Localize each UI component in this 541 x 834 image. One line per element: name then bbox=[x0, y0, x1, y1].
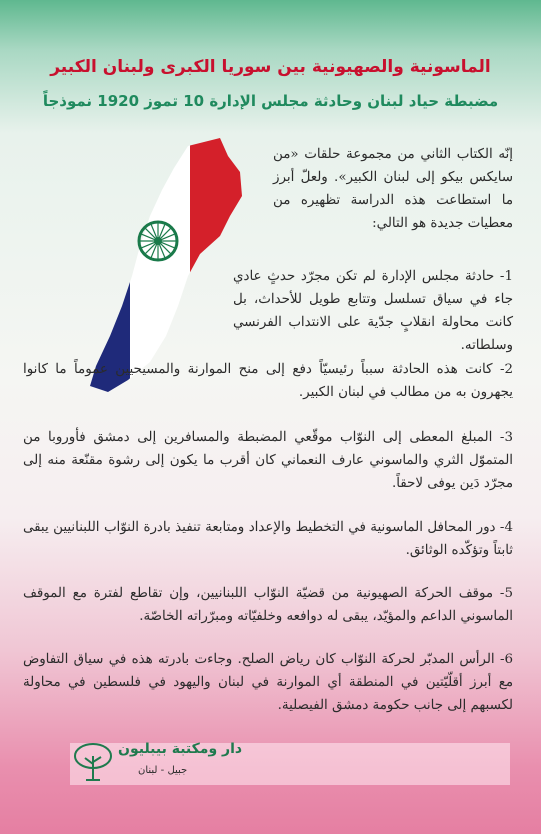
point-1: 1- حادثة مجلس الإدارة لم تكن مجرّد حدثٍ عادي جاء في سياق تسلسل وتتابع طويل للأحداث، بل كانت محاولة انقلابٍ جدّية على الانتداب الفرنسي وسلطاته. bbox=[233, 269, 513, 353]
chakra-emblem-icon bbox=[139, 222, 177, 260]
book-subtitle: مضبطة حياد لبنان وحادثة مجلس الإدارة 10 تموز 1920 نموذجاً bbox=[42, 92, 499, 110]
flag-blue-band bbox=[70, 136, 130, 396]
publisher-location: جبيل - لبنان bbox=[138, 765, 188, 776]
tree-logo-icon bbox=[68, 738, 118, 788]
book-title: الماسونية والصهيونية بين سوريا الكبرى ولبنان الكبير bbox=[50, 57, 491, 77]
flag-white-band bbox=[130, 136, 190, 396]
point-4: 4- دور المحافل الماسونية في التخطيط والإعداد ومتابعة تنفيذ بادرة النوّاب اللبنانيين يبقى ثابتاً وتؤكّده الوثائق. bbox=[23, 520, 513, 558]
point-5: 5- موقف الحركة الصهيونية من قضيّة النوّاب اللبنانيين، وإن تقاطع لفترة مع الموقف الماسوني الداعم والمؤيّد، يبقى له دوافعه وخلفيّاته ومبرّراته الخاصّة. bbox=[23, 586, 513, 624]
intro-paragraph: إنّه الكتاب الثاني من مجموعة حلقات «من سايكس بيكو إلى لبنان الكبير». ولعلّ أبرز ما استطاعت هذه الدراسة تظهيره من معطيات جديدة هو التالي: bbox=[273, 147, 513, 231]
lebanon-flag-map bbox=[70, 136, 250, 396]
point-3: 3- المبلغ المعطى إلى النوّاب موقّعي المضبطة والمسافرين إلى دمشق فأوروبا من المتموّل الثري والماسوني عارف النعماني كان أقرب ما يكون إلى رشوة مقنّعة منه إلى مجرّد دَين يوفى لاحقاً. bbox=[23, 430, 513, 491]
point-2: 2- كانت هذه الحادثة سبباً رئيسيّاً دفع إلى منح الموارنة والمسيحيين عموماً ما كانوا يجهرون به من مطالب في لبنان الكبير. bbox=[23, 362, 513, 400]
point-6: 6- الرأس المدبّر لحركة النوّاب كان رياض الصلح. وجاءت بادرته هذه في سياق التفاوض مع أبرز أقلّيّتين في المنطقة أي الموارنة في لبنان واليهود في فلسطين في محاولة لكسبهم إلى جانب حكومة دمشق الفيصلية. bbox=[23, 652, 513, 713]
publisher-name: دار ومكتبة بيبليون bbox=[118, 741, 243, 757]
